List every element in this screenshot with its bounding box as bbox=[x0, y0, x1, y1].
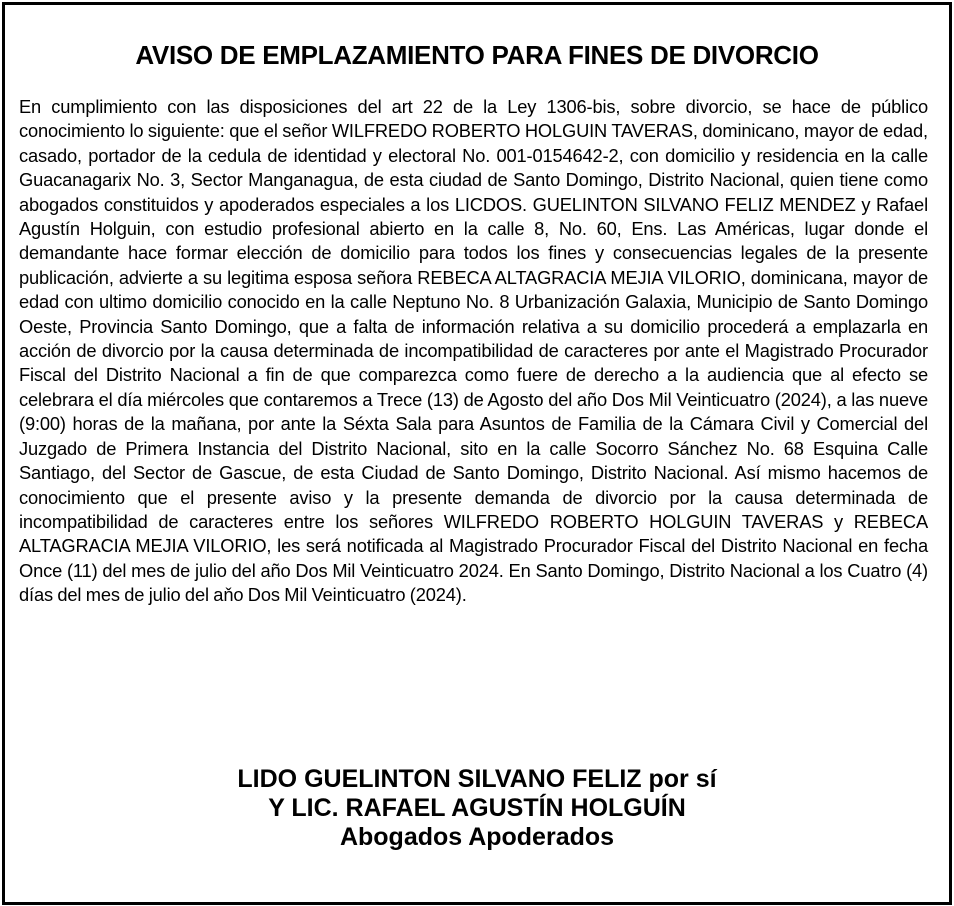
signature-line-3: Abogados Apoderados bbox=[339, 823, 615, 851]
signature-line-1: LIDO GUELINTON SILVANO FELIZ por sí bbox=[237, 765, 717, 793]
notice-title: AVISO DE EMPLAZAMIENTO PARA FINES DE DIVORCIO bbox=[135, 40, 819, 70]
notice-body: En cumplimiento con las disposiciones del art 22 de la Ley 1306-bis, sobre divorcio, se hace de público conocimiento lo siguiente: que el señor WILFREDO ROBERTO HOLGUIN TAVERAS, dominicano, mayor de edad, casado, portador de la cedula de identidad y electoral No. 001-0154642-2, con domicilio y residencia en la calle Guacanagarix No. 3, Sector Manganagua, de esta ciudad de Santo Domingo, Distrito Nacional, quien tiene como abogados constituidos y apoderados especiales a los LICDOS. GUELINTON SILVANO FELIZ MENDEZ y Rafael Agustín Holguin, con estudio profesional abierto en la calle 8, No. 60, Ens. Las Américas, lugar donde el demandante hace formar elección de domicilio para todos los fines y consecuencias legales de la presente publicación, advierte a su legitima esposa señora REBECA ALTAGRACIA MEJIA VILORIO, dominicana, mayor de edad con ultimo domicilio conocido en la calle Neptuno No. 8 Urbanización Galaxia, Municipio de Santo Domingo Oeste, Provincia Santo Domingo, que a falta de información relativa a su domicilio procederá a emplazarla en acción de divorcio por la causa determinada de incompatibilidad de caracteres por ante el Magistrado Procurador Fiscal del Distrito Nacional a fin de que comparezca como fuere de derecho a la audiencia que al efecto se celebrara el día miércoles que contaremos a Trece (13) de Agosto del año Dos Mil Veinticuatro (2024), a las nueve (9:00) horas de la mañana, por ante la Séxta Sala para Asuntos de Familia de la Cámara Civil y Comercial del Juzgado de Primera Instancia del Distrito Nacional, sito en la calle Socorro Sánchez No. 68 Esquina Calle Santiago, del Sector de Gascue, de esta Ciudad de Santo Domingo, Distrito Nacional. Así mismo hacemos de conocimiento que el presente aviso y la presente demanda de divorcio por la causa determinada de incompatibilidad de caracteres entre los señores WILFREDO ROBERTO HOLGUIN TAVERAS y REBECA ALTAGRACIA MEJIA VILORIO, les será notificada al Magistrado Procurador Fiscal del Distrito Nacional en fecha Once (11) del mes de julio del año Dos Mil Veinticuatro 2024. En Santo Domingo, Distrito Nacional a los Cuatro (4) días del mes de julio del aňo Dos Mil Veinticuatro (2024). bbox=[19, 96, 928, 606]
signature-line-2: Y LIC. RAFAEL AGUSTÍN HOLGUÍN bbox=[268, 794, 686, 822]
signature-block bbox=[0, 765, 954, 852]
